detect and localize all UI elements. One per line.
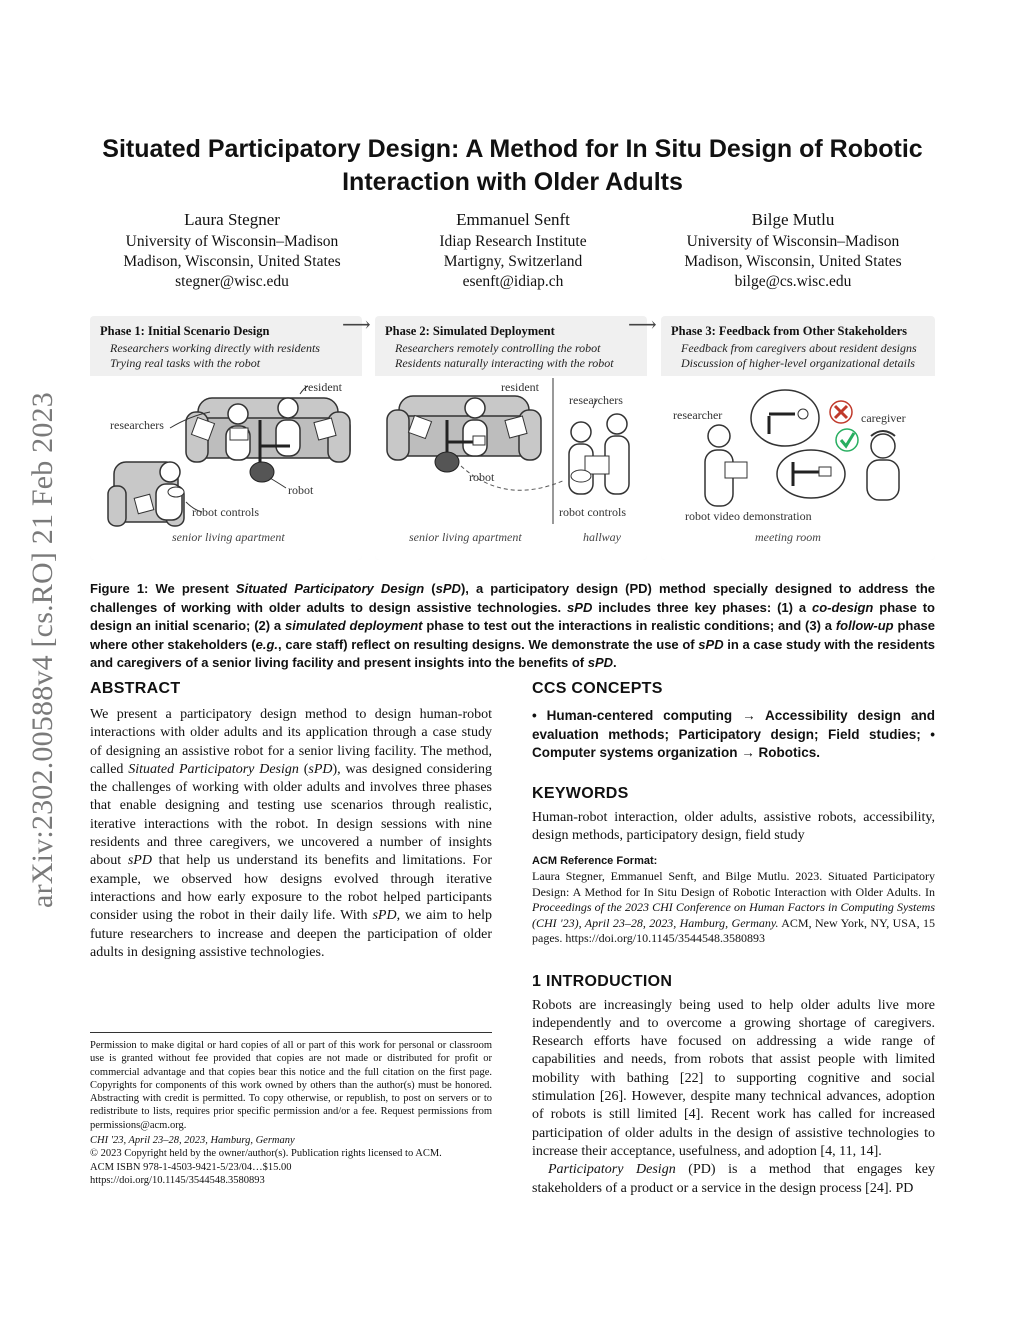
arxiv-watermark: arXiv:2302.00588v4 [cs.RO] 21 Feb 2023 — [26, 392, 59, 908]
acm-ref-text: Laura Stegner, Emmanuel Senft, and Bilge Mutlu. 2023. Situated Participatory Design: A Method for In Situ Design of Robotic Interaction with Older Adults. In Proceedings of the 2023 CHI Conference on Human Factors in Computing Systems (CHI '23), April 23–28, 2023, Hamburg, Germany. ACM, New York, NY, USA, 15 pages. https://doi.org/10.1145/3544548.3580893 — [532, 869, 935, 946]
permission-text: Permission to make digital or hard copies of all or part of this work for personal or classroom use is granted without fee provided that copies are not made or distributed for profit or commercial advantage and that copies bear this notice and the full citation on the first page. Copyrights for components of this work owned by others than the author(s) must be honored. Abstracting with credit is permitted. To copy otherwise, or republish, to post on servers or to redistribute to lists, requires prior specific permission and/or a fee. Request permissions from permissions@acm.org. — [90, 1040, 492, 1131]
label-caregiver: caregiver — [861, 411, 906, 425]
label-resident: resident — [304, 380, 342, 394]
acm-ref-heading: ACM Reference Format: — [532, 855, 658, 868]
left-column — [90, 680, 492, 962]
author-location: Martigny, Switzerland — [443, 253, 583, 270]
author-email[interactable]: stegner@wisc.edu — [175, 273, 289, 290]
phase-1-panel — [90, 316, 362, 560]
figure-caption: Figure 1: We present Situated Participatory Design (sPD), a participatory design (PD) method specially designed to address the challenges of working with older adults to design assistive technologies. sPD includes three key phases: (1) a co-design phase to design an initial scenario; (2) a simulated deployment phase to test out the interactions in realistic conditions; and (3) a follow-up phase where other stakeholders (e.g., care staff) reflect on resulting designs. We demonstrate the use of sPD in a case study with the residents and caregivers of a senior living facility and present insights into the benefits of sPD. — [90, 581, 936, 670]
intro-paragraph-2: Participatory Design (PD) is a method that engages key stakeholders of a product or a service in the design process [24]. PD — [532, 1162, 935, 1196]
isbn: ACM ISBN 978-1-4503-9421-5/23/04…$15.00 — [90, 1161, 292, 1173]
label-robot-controls: robot controls — [192, 505, 259, 519]
label-researchers: researchers — [569, 393, 623, 407]
phase-2-panel — [375, 316, 647, 560]
author-3 — [653, 208, 933, 292]
phase-title: Phase 2: Simulated Deployment — [385, 324, 555, 338]
phase-line: Discussion of higher-level organizational details — [681, 356, 915, 370]
paper-title: Situated Participatory Design: A Method for In Situ Design of Robotic Interaction with Older Adults — [102, 135, 923, 196]
label-resident: resident — [501, 380, 539, 394]
author-email[interactable]: bilge@cs.wisc.edu — [734, 273, 852, 290]
author-location: Madison, Wisconsin, United States — [123, 253, 341, 270]
ccs-text: • Human-centered computing → Accessibility design and evaluation methods; Participatory design; Field studies; • Computer systems organization → Robotics. — [532, 708, 935, 760]
keywords-text: Human-robot interaction, older adults, assistive robots, accessibility, design methods, participatory design, field study — [532, 809, 935, 843]
author-name: Bilge Mutlu — [751, 210, 835, 229]
venue: CHI '23, April 23–28, 2023, Hamburg, Germany — [90, 1135, 295, 1147]
label-robot-controls: robot controls — [559, 505, 626, 519]
abstract-heading: ABSTRACT — [90, 680, 181, 697]
location-label: meeting room — [755, 530, 821, 544]
phase-line: Researchers working directly with residents — [110, 341, 320, 355]
author-2 — [373, 208, 653, 292]
phase-3-panel — [661, 316, 935, 560]
phase-line: Residents naturally interacting with the robot — [395, 356, 614, 370]
phase-line: Researchers remotely controlling the robot — [395, 341, 601, 355]
author-email[interactable]: esenft@idiap.ch — [462, 273, 564, 290]
location-label: senior living apartment — [172, 530, 285, 544]
figure-1 — [90, 316, 935, 560]
author-name: Laura Stegner — [184, 210, 280, 229]
author-affiliation: University of Wisconsin–Madison — [686, 233, 900, 250]
phase-2-illustration — [375, 316, 647, 560]
phase-title: Phase 3: Feedback from Other Stakeholders — [671, 324, 907, 338]
author-name: Emmanuel Senft — [456, 210, 570, 229]
location-label: senior living apartment — [409, 530, 522, 544]
author-location: Madison, Wisconsin, United States — [684, 253, 902, 270]
arrow-icon: ⟶ — [628, 314, 657, 336]
ccs-heading: CCS CONCEPTS — [532, 680, 663, 697]
keywords-heading: KEYWORDS — [532, 784, 629, 802]
intro-heading: 1 INTRODUCTION — [532, 972, 673, 990]
permission-notice — [90, 1032, 492, 1187]
intro-paragraph-1: Robots are increasingly being used to help older adults live more independently and to overcome a growing shortage of caregivers. Research efforts have focused on addressing a wide range of capabilities and needs, from robots that assist people with limited mobility with bathing [22] to supporting cognitive and social stimulation [26]. However, despite many technical advances, adoption of robots is still limited [4]. Recent work has called for increased participation of older adults in the design of assistive technologies to increase their acceptance, usefulness, and adoption [4, 11, 14]. — [532, 997, 935, 1159]
location-label: hallway — [583, 530, 621, 544]
arrow-icon: ⟶ — [342, 314, 371, 336]
right-column — [532, 680, 935, 1198]
author-affiliation: University of Wisconsin–Madison — [125, 233, 339, 250]
label-researcher: researcher — [673, 408, 723, 422]
phase-title: Phase 1: Initial Scenario Design — [100, 324, 270, 338]
doi-link[interactable]: https://doi.org/10.1145/3544548.3580893 — [90, 1174, 265, 1186]
label-robot: robot — [469, 470, 495, 484]
phase-line: Trying real tasks with the robot — [110, 356, 261, 370]
phase-1-illustration — [90, 316, 362, 560]
copyright: © 2023 Copyright held by the owner/author(s). Publication rights licensed to ACM. — [90, 1148, 442, 1160]
author-affiliation: Idiap Research Institute — [439, 233, 587, 250]
author-1 — [92, 208, 372, 292]
label-robot: robot — [288, 483, 314, 497]
abstract-text: We present a participatory design method to design human-robot interactions with older adults and its application through a case study of designing an assistive robot for a senior living facility. The method, called Situated Participatory Design (sPD), was designed considering the challenges of working with older adults and involves three phases that enable designing and testing use scenarios through realistic, iterative interactions with the robot. In design sessions with nine residents and three caregivers, we uncovered a number of insights about sPD that help us understand its benefits and limitations. For example, we observed how designs evolved through iterative interactions and how early exposure to the robot helped participants consider using the robot in their daily life. With sPD, we aim to help future researchers to increase and deepen the participation of older adults in designing assistive technologies. — [90, 707, 493, 960]
label-researchers: researchers — [110, 418, 164, 432]
label-robot-video-demonstration: robot video demonstration — [685, 509, 812, 523]
phase-line: Feedback from caregivers about resident designs — [681, 341, 917, 355]
